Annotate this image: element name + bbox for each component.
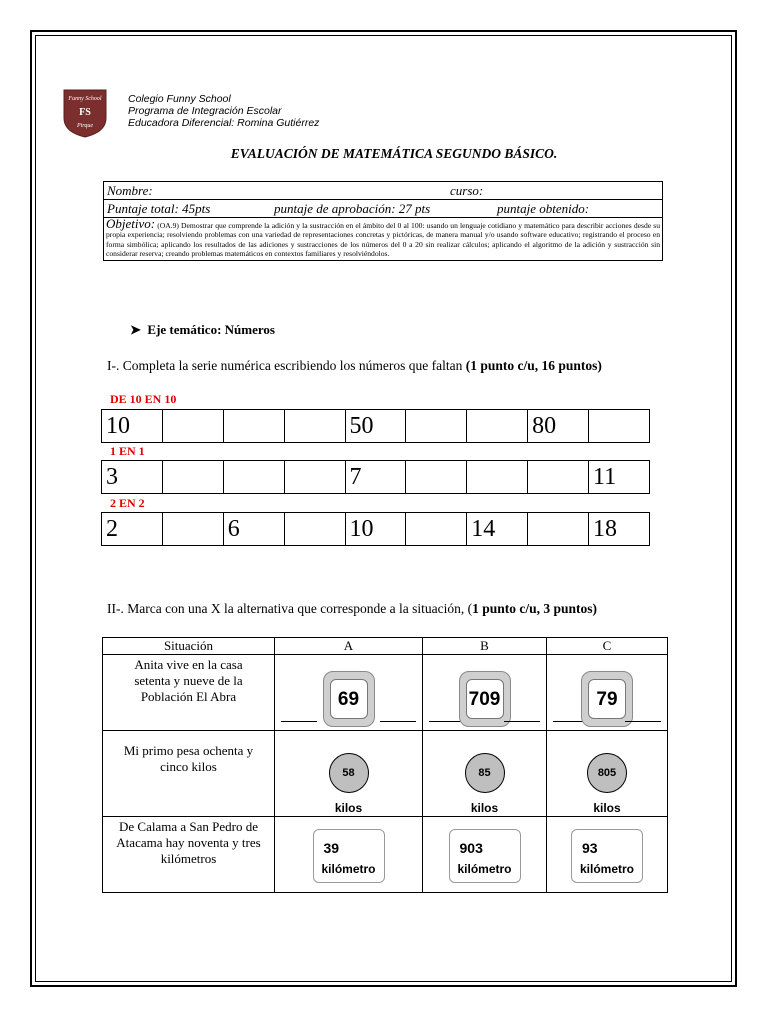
header-a: A bbox=[275, 638, 423, 655]
series-cell: 80 bbox=[528, 410, 589, 443]
situation-cell bbox=[103, 731, 275, 817]
situation-cell bbox=[103, 655, 275, 731]
table-row bbox=[103, 817, 668, 893]
situation-text: Anita vive en la casa setenta y nueve de la Población El Abra bbox=[134, 657, 243, 704]
option-cell-c[interactable] bbox=[547, 731, 668, 817]
table-row bbox=[103, 655, 668, 731]
teacher-name: Educadora Diferencial: Romina Gutiérrez bbox=[128, 117, 320, 129]
series-cell: 50 bbox=[345, 410, 406, 443]
series-cell[interactable] bbox=[467, 410, 528, 443]
header-situacion: Situación bbox=[103, 638, 275, 655]
series-row bbox=[102, 461, 650, 494]
distance-card: 39 kilómetro bbox=[313, 829, 385, 883]
objetivo-label: Objetivo: bbox=[106, 216, 156, 231]
section2-instruction: II-. Marca con una X la alternativa que corresponde a la situación, (1 punto c/u, 3 puntos) bbox=[107, 601, 598, 616]
series-cell[interactable] bbox=[406, 461, 467, 494]
option-cell-a[interactable] bbox=[275, 817, 423, 893]
series-cell[interactable] bbox=[467, 461, 528, 494]
series-cell: 7 bbox=[345, 461, 406, 494]
header-c: C bbox=[547, 638, 668, 655]
series-cell[interactable] bbox=[528, 461, 589, 494]
situation-table bbox=[102, 637, 668, 893]
series-cell: 10 bbox=[102, 410, 163, 443]
logo-top-text: Funny School bbox=[68, 96, 102, 102]
school-name: Colegio Funny School bbox=[128, 93, 231, 105]
objetivo-text: (OA.9) Demostrar que comprende la adición y la sustracción en el ámbito del 0 al 100: usando un lenguaje cotidiano y matemático para describir acciones desde su propia experiencia; resolviendo problemas con una variedad de representaciones concretas y pictóricas, de manera manual y/o usando software educativo; registrando el proceso en forma simbólica; aplicando los resultados de las adiciones y sustracciones de los números del 0 a 20 sin realizar cálculos; aplicando el algoritmo de la adición y sustracción sin considerar reserva; creando problemas matemáticos en contextos familiares y resolviéndolos. bbox=[106, 221, 660, 259]
puntaje-aprobacion: puntaje de aprobación: 27 pts bbox=[274, 201, 431, 216]
series-cell: 2 bbox=[102, 513, 163, 546]
series-cell: 3 bbox=[102, 461, 163, 494]
series-cell[interactable] bbox=[528, 513, 589, 546]
unit-label: kilos bbox=[470, 801, 499, 815]
house-number-sign: 69 bbox=[323, 671, 375, 727]
puntaje-total: Puntaje total: 45pts bbox=[107, 201, 211, 216]
objetivo-block bbox=[104, 218, 662, 260]
series-cell[interactable] bbox=[223, 410, 284, 443]
series-cell: 10 bbox=[345, 513, 406, 546]
option-cell-c[interactable] bbox=[547, 655, 668, 731]
series-cell: 14 bbox=[467, 513, 528, 546]
option-cell-a[interactable] bbox=[275, 655, 423, 731]
page-title: EVALUACIÓN DE MATEMÁTICA SEGUNDO BÁSICO. bbox=[230, 146, 558, 161]
series-cell[interactable] bbox=[589, 410, 650, 443]
table-row bbox=[103, 731, 668, 817]
series-cell[interactable] bbox=[284, 513, 345, 546]
option-cell-b[interactable] bbox=[423, 655, 547, 731]
weight-circle: 805 bbox=[587, 753, 627, 793]
series-table-1 bbox=[101, 460, 650, 494]
series-label-1: 1 EN 1 bbox=[110, 444, 145, 458]
series-table-10 bbox=[101, 409, 650, 443]
info-box bbox=[103, 181, 663, 261]
series-cell: 18 bbox=[589, 513, 650, 546]
arrow-bullet-icon: ➤ bbox=[130, 322, 141, 337]
name-row bbox=[104, 182, 662, 200]
series-cell[interactable] bbox=[162, 410, 223, 443]
option-cell-b[interactable] bbox=[423, 731, 547, 817]
weight-circle: 85 bbox=[465, 753, 505, 793]
series-cell[interactable] bbox=[162, 461, 223, 494]
distance-card: 93 kilómetro bbox=[571, 829, 643, 883]
school-logo bbox=[60, 88, 110, 138]
series-cell[interactable] bbox=[162, 513, 223, 546]
series-label-10: DE 10 EN 10 bbox=[110, 392, 177, 406]
house-number-sign: 79 bbox=[581, 671, 633, 727]
unit-label: kilos bbox=[593, 801, 621, 815]
series-cell[interactable] bbox=[284, 461, 345, 494]
house-number-sign: 709 bbox=[459, 671, 511, 727]
section1-points: (1 punto c/u, 16 puntos) bbox=[465, 358, 602, 373]
table-header-row bbox=[103, 638, 668, 655]
series-row bbox=[102, 410, 650, 443]
unit-label: kilos bbox=[334, 801, 363, 815]
series-cell[interactable] bbox=[406, 513, 467, 546]
series-row bbox=[102, 513, 650, 546]
option-cell-a[interactable] bbox=[275, 731, 423, 817]
school-info bbox=[128, 93, 319, 129]
nombre-field[interactable]: Nombre: bbox=[107, 183, 153, 198]
curso-field[interactable]: curso: bbox=[450, 183, 484, 198]
series-cell[interactable] bbox=[406, 410, 467, 443]
series-cell: 6 bbox=[223, 513, 284, 546]
program-name: Programa de Integración Escolar bbox=[128, 105, 282, 117]
logo-initials: FS bbox=[79, 107, 91, 118]
puntaje-obtenido[interactable]: puntaje obtenido: bbox=[497, 201, 590, 216]
situation-text: Mi primo pesa ochenta y cinco kilos bbox=[123, 743, 254, 774]
series-cell[interactable] bbox=[223, 461, 284, 494]
option-cell-c[interactable] bbox=[547, 817, 668, 893]
series-label-2: 2 EN 2 bbox=[110, 496, 145, 510]
score-row bbox=[104, 200, 662, 218]
distance-card: 903 kilómetro bbox=[449, 829, 521, 883]
weight-circle: 58 bbox=[329, 753, 369, 793]
header-b: B bbox=[423, 638, 547, 655]
series-cell[interactable] bbox=[284, 410, 345, 443]
situation-text: De Calama a San Pedro de Atacama hay noventa y tres kilómetros bbox=[116, 819, 261, 866]
series-cell: 11 bbox=[589, 461, 650, 494]
logo-bottom-text: Pirque bbox=[76, 123, 94, 129]
section2-points: 1 punto c/u, 3 puntos) bbox=[472, 601, 598, 616]
option-cell-b[interactable] bbox=[423, 817, 547, 893]
eje-tematico: ➤ Eje temático: Números bbox=[130, 322, 275, 337]
series-table-2 bbox=[101, 512, 650, 546]
situation-cell bbox=[103, 817, 275, 893]
section1-instruction: I-. Completa la serie numérica escribiendo los números que faltan (1 punto c/u, 16 puntos) bbox=[107, 358, 602, 373]
